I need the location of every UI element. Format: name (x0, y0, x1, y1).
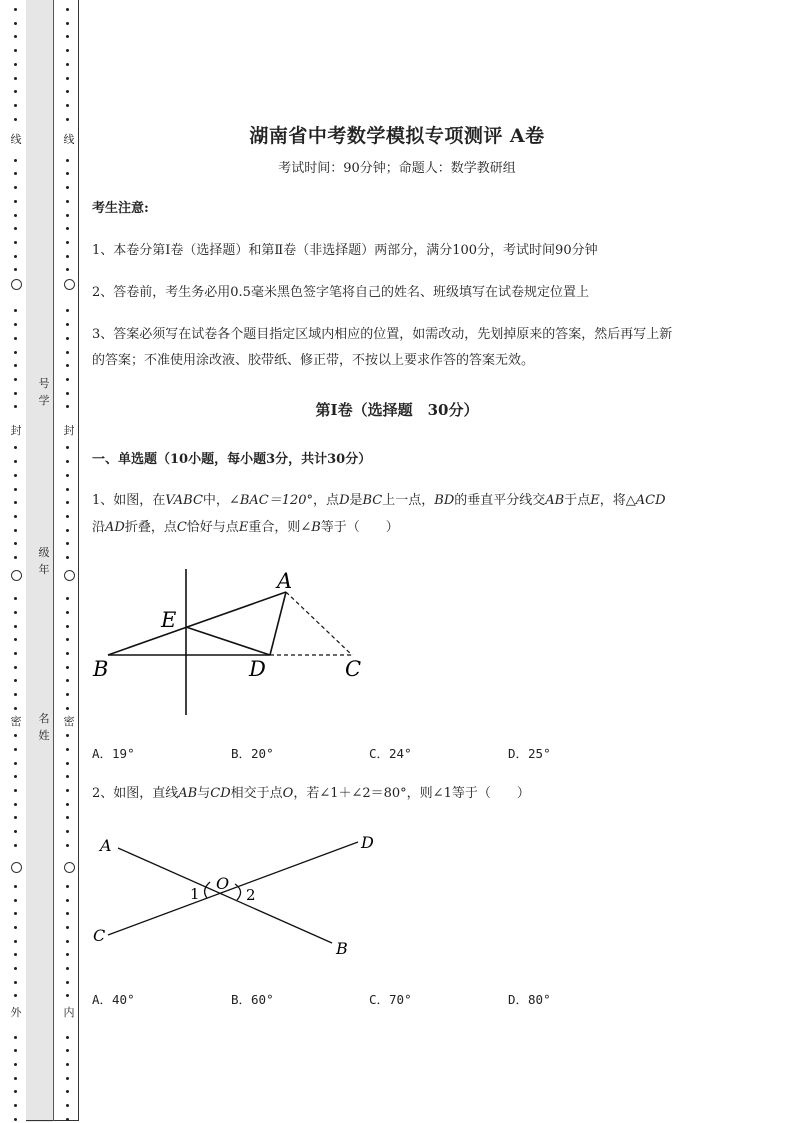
q1-option-a[interactable]: A．19° (92, 746, 135, 761)
q2-label-D: D (361, 833, 374, 852)
student-label-char: 级 (38, 546, 50, 559)
q1-stem-line-1: 1、如图，在VABC中，∠BAC＝120°，点D是BC上一点，BD的垂直平分线交AB于点E，将△ACD (92, 493, 666, 508)
student-label-char: 号 (38, 377, 50, 390)
q1-stem-line-2: 沿AD折叠，点C恰好与点E重合，则∠B等于（ ） (92, 520, 399, 535)
student-label-char: 姓 (38, 729, 50, 742)
q1-option-b[interactable]: B．20° (231, 746, 274, 761)
notice-heading: 考生注意: (92, 201, 149, 216)
student-label-char: 名 (38, 712, 50, 725)
q2-label-angle-1: 1 (190, 885, 200, 903)
q2-label-angle-2: 2 (246, 886, 256, 904)
outer-word-wai: 外 (10, 1006, 22, 1019)
student-label-char: 学 (38, 394, 50, 407)
inner-word-xian: 线 (63, 133, 75, 146)
q1-label-D: D (249, 657, 266, 681)
q2-label-A: A (100, 836, 112, 855)
q2-line-CD (108, 842, 358, 935)
q2-label-O: O (216, 874, 230, 893)
inner-word-feng: 封 (63, 424, 75, 437)
exam-subtitle: 考试时间：90分钟；命题人：数学教研组 (278, 161, 516, 176)
q2-line-AB (118, 848, 332, 943)
q2-option-b[interactable]: B．60° (231, 992, 274, 1007)
inner-word-mi: 密 (63, 715, 75, 728)
outer-word-xian: 线 (10, 133, 22, 146)
notice-item-3-line-2: 的答案；不准使用涂改液、胶带纸、修正带，不按以上要求作答的答案无效。 (92, 353, 535, 368)
q2-option-c[interactable]: C．70° (369, 992, 412, 1007)
q2-stem: 2、如图，直线AB与CD相交于点O，若∠1＋∠2＝80°，则∠1等于（ ） (92, 786, 530, 801)
q1-label-A: A (277, 569, 293, 593)
q2-option-d[interactable]: D．80° (508, 992, 551, 1007)
inner-word-nei: 内 (63, 1006, 75, 1019)
outer-word-mi: 密 (10, 715, 22, 728)
section-title: 第I卷（选择题 30分） (315, 401, 479, 419)
q1-label-E: E (161, 608, 177, 632)
exam-title: 湖南省中考数学模拟专项测评 A卷 (249, 125, 545, 147)
q2-option-a[interactable]: A．40° (92, 992, 135, 1007)
part-heading: 一、单选题（10小题，每小题3分，共计30分） (92, 452, 372, 467)
student-label-char: 年 (38, 563, 50, 576)
q1-option-d[interactable]: D．25° (508, 746, 551, 761)
notice-item-3-line-1: 3、答案必须写在试卷各个题目指定区域内相应的位置，如需改动，先划掉原来的答案，然后再写上新 (92, 327, 673, 342)
q1-label-C: C (345, 657, 362, 681)
notice-item-2: 2、答卷前，考生务必用0.5毫米黑色签字笔将自己的姓名、班级填写在试卷规定位置上 (92, 285, 589, 300)
notice-item-1: 1、本卷分第I卷（选择题）和第Ⅱ卷（非选择题）两部分，满分100分，考试时间90分钟 (92, 243, 598, 258)
q2-angle-1-arc (205, 882, 210, 898)
q2-label-C: C (93, 926, 106, 945)
outer-word-feng: 封 (10, 424, 22, 437)
q1-label-B: B (93, 657, 109, 681)
q2-label-B: B (336, 939, 348, 958)
q1-option-c[interactable]: C．24° (369, 746, 412, 761)
